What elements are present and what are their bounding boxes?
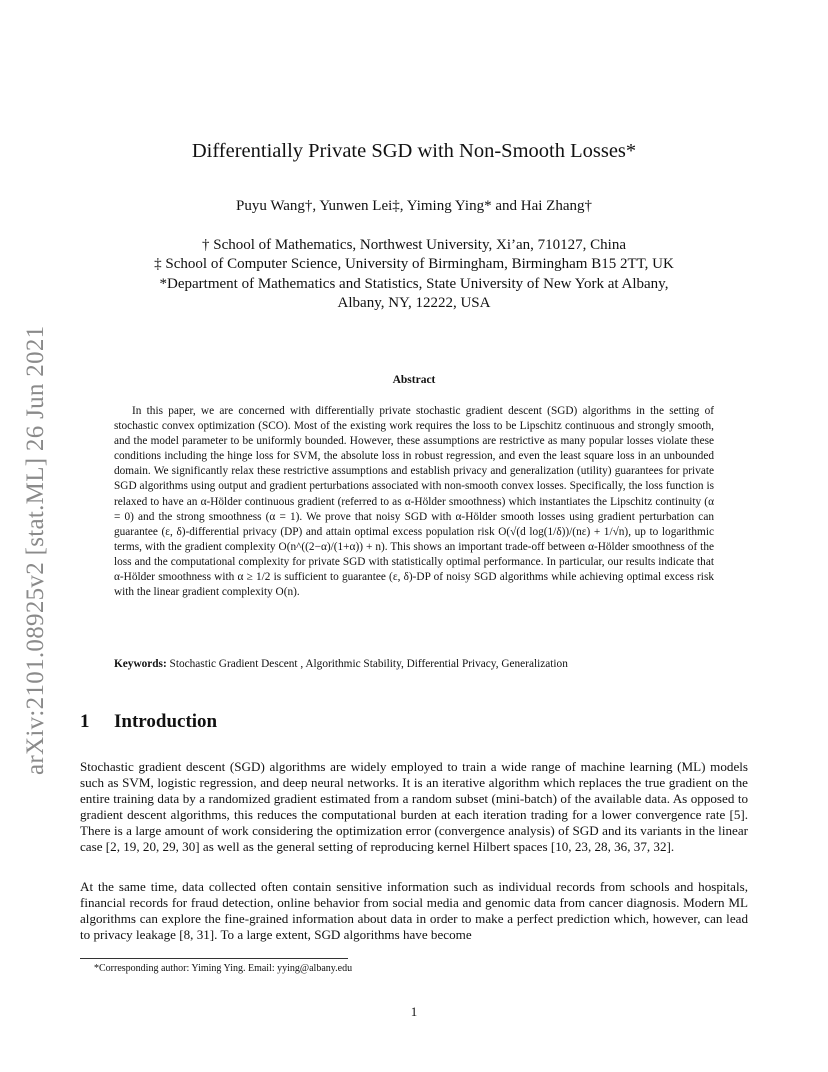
abstract-heading: Abstract [392, 374, 436, 386]
page-number: 1 [410, 1004, 418, 1019]
affiliation-line: † School of Mathematics, Northwest University, Xi’an, 710127, China [202, 237, 626, 253]
paragraph-text: Stochastic gradient descent (SGD) algorithms are widely employed to train a wide range of machine learning (ML) models such as SVM, logistic regression, and deep neural networks. It is an iterative algorithm which replaces the true gradient on the entire training data by a randomized gradient estimated from a random subset (mini-batch) of the available data. As opposed to gradient descent algorithms, this reduces the computational burden at each iteration trading for a lower convergence rate [5]. There is a large amount of work considering the optimization error (convergence analysis) of SGD and its variants in the linear case [2, 19, 20, 29, 30] as well as the general setting of reproducing kernel Hilbert spaces [10, 23, 28, 36, 37, 32]. [80, 759, 748, 854]
affiliation-line: *Department of Mathematics and Statistics, State University of New York at Albany, [159, 275, 669, 292]
author-list: Puyu Wang†, Yunwen Lei‡, Yiming Ying* and Hai Zhang† [236, 198, 592, 214]
affiliations [0, 236, 828, 313]
footnote: *Corresponding author: Yiming Ying. Email: yying@albany.edu [94, 963, 353, 974]
abstract-body [114, 404, 714, 600]
intro-paragraph-1 [80, 759, 748, 855]
intro-paragraph-2 [80, 879, 748, 943]
footnote-rule [80, 958, 348, 959]
section-heading [80, 711, 217, 733]
section-number: 1 [80, 711, 90, 732]
section-title: Introduction [114, 711, 218, 732]
abstract-text: In this paper, we are concerned with differentially private stochastic gradient descent (SGD) algorithms in the setting of stochastic convex optimization (SCO). Most of the existing work requires the loss to be Lipschitz continuous and strongly smooth, and the model parameter to be uniformly bounded. However, these assumptions are restrictive as many popular losses violate these conditions including the hinge loss for SVM, the absolute loss in robust regression, and even the least square loss in an unbounded domain. We significantly relax these restrictive assumptions and establish privacy and generalization (utility) guarantees for private SGD algorithms using output and gradient perturbations associated with non-smooth convex losses. Specifically, the loss function is relaxed to have an α-Hölder continuous gradient (referred to as α-Hölder smoothness) which instantiates the Lipschitz continuity (α = 0) and the strong smoothness (α = 1). We prove that noisy SGD with α-Hölder smooth losses using gradient perturbation can guarantee (ε, δ)-differential privacy (DP) and attain optimal excess population risk O(√(d log(1/δ))/(nε) + 1/√n), up to logarithmic terms, with the gradient complexity O(n^((2−α)/(1+α)) + n). This shows an important trade-off between α-Hölder smoothness of the loss and the computational complexity for private SGD with statistically optimal performance. In particular, our results indicate that α-Hölder smoothness with α ≥ 1/2 is sufficient to guarantee (ε, δ)-DP of noisy SGD algorithms while achieving optimal excess risk with the linear gradient complexity O(n). [114, 405, 714, 599]
affiliation-line: ‡ School of Computer Science, University of Birmingham, Birmingham B15 2TT, UK [154, 256, 674, 273]
affiliation-line: Albany, NY, 12222, USA [337, 294, 491, 311]
keywords-label: Keywords: [114, 658, 167, 670]
paper-title: Differentially Private SGD with Non-Smooth Losses* [191, 140, 637, 162]
keywords-line [114, 658, 714, 670]
paragraph-text: At the same time, data collected often contain sensitive information such as individual records from schools and hospitals, financial records for fraud detection, online behavior from social media and genomic data from cancer diagnosis. Modern ML algorithms can explore the fine-grained information about data in order to make a perfect prediction which, however, can lead to privacy leakage [8, 31]. To a large extent, SGD algorithms have become [80, 879, 748, 942]
arxiv-identifier: arXiv:2101.08925v2 [stat.ML] 26 Jun 2021 [22, 325, 49, 775]
keywords-text: Stochastic Gradient Descent , Algorithmic Stability, Differential Privacy, Generalization [169, 658, 568, 670]
